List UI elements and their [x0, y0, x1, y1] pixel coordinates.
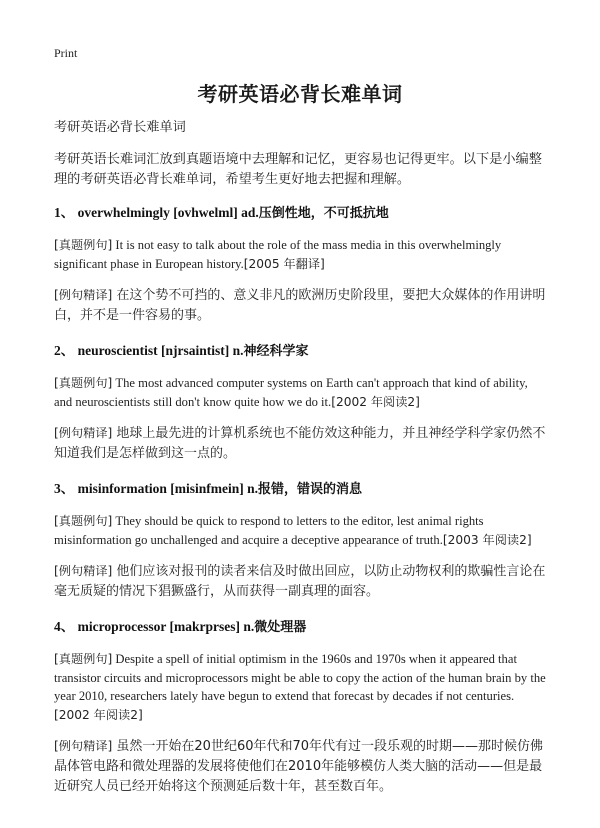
- entry-meaning: 微处理器: [254, 620, 307, 635]
- translation-label: [例句精译]: [54, 288, 113, 302]
- translation-text: 地球上最先进的计算机系统也不能仿效这种能力，并且神经学科学家仍然不知道我们是怎样做到这一点的。: [54, 426, 546, 461]
- example-text: The most advanced computer systems on Earth can't approach that kind of ability, and neuroscientists still don't know quite how we do it.: [54, 376, 528, 409]
- example-label: [真题例句]: [54, 514, 113, 528]
- translation-text: 在这个势不可挡的、意义非凡的欧洲历史阶段里，要把大众媒体的作用讲明白，并不是一件容易的事。: [54, 288, 546, 323]
- article-body: [54, 118, 548, 813]
- example-text: Despite a spell of initial optimism in the 1960s and 1970s when it appeared that transistor circuits and microprocessors might be able to copy the action of the human brain by the year 2010, researchers lately have begun to extend that forecast by decades if not centuries.: [54, 652, 546, 703]
- page-title: 考研英语必背长难单词: [197, 82, 403, 106]
- example-label: [真题例句]: [54, 238, 113, 252]
- example-source: [2002 年阅读2]: [331, 394, 420, 409]
- entry-number: 1、: [54, 205, 75, 220]
- entry-word: overwhelmingly [ovhwelml] ad.: [77, 205, 259, 220]
- translation: [54, 736, 548, 797]
- example-source: [2005 年翻译]: [243, 256, 325, 271]
- article-subtitle: 考研英语必背长难单词: [54, 120, 186, 135]
- entry-number: 2、: [54, 343, 75, 358]
- word-entry: [54, 618, 548, 797]
- translation-text: 虽然一开始在20世纪60年代和70年代有过一段乐观的时期——那时候仿佛晶体管电路和微处理器的发展将使他们在2010年能够模仿人类大脑的活动——但是最近研究人员已经开始将这个预测延后数十年，甚至数百年。: [54, 739, 544, 794]
- example-source: [2003 年阅读2]: [442, 532, 532, 547]
- print-label: Print: [54, 46, 78, 60]
- entry-heading: [54, 204, 548, 223]
- word-entry: [54, 204, 548, 326]
- translation: [54, 561, 548, 602]
- example-text: They should be quick to respond to letters to the editor, lest animal rights misinformation go unchallenged and acquire a deceptive appearance of truth.: [54, 514, 484, 547]
- entry-word: neuroscientist [njrsaintist] n.: [77, 343, 244, 358]
- entry-meaning: 神经科学家: [243, 344, 309, 359]
- example-label: [真题例句]: [54, 376, 113, 390]
- entry-meaning: 压倒性地，不可抵抗地: [258, 206, 389, 221]
- entry-heading: [54, 480, 548, 499]
- translation: [54, 423, 548, 464]
- entry-word: misinformation [misinfmein] n.: [77, 481, 258, 496]
- word-entry: [54, 342, 548, 464]
- translation-label: [例句精译]: [54, 739, 113, 753]
- entry-heading: [54, 618, 548, 637]
- example-sentence: [54, 512, 548, 549]
- translation: [54, 285, 548, 326]
- word-entry: [54, 480, 548, 602]
- translation-label: [例句精译]: [54, 426, 113, 440]
- example-label: [真题例句]: [54, 652, 113, 666]
- translation-text: 他们应该对报刊的读者来信及时做出回应，以防止动物权利的欺骗性言论在毫无质疑的情况下猖獗盛行，从而获得一副真理的面容。: [54, 564, 546, 599]
- translation-label: [例句精译]: [54, 564, 113, 578]
- entry-meaning: 报错，错误的消息: [258, 482, 363, 497]
- example-sentence: [54, 650, 548, 724]
- example-sentence: [54, 236, 548, 273]
- intro-paragraph: 考研英语长难词汇放到真题语境中去理解和记忆，更容易也记得更牢。以下是小编整理的考研英语必背长难单词，希望考生更好地去把握和理解。: [54, 152, 542, 187]
- entry-number: 4、: [54, 619, 75, 634]
- example-text: It is not easy to talk about the role of the mass media in this overwhelmingly significant phase in European history.: [54, 238, 502, 271]
- entry-heading: [54, 342, 548, 361]
- example-source: [2002 年阅读2]: [54, 707, 143, 722]
- entry-number: 3、: [54, 481, 75, 496]
- example-sentence: [54, 374, 548, 411]
- entry-word: microprocessor [makrprses] n.: [77, 619, 255, 634]
